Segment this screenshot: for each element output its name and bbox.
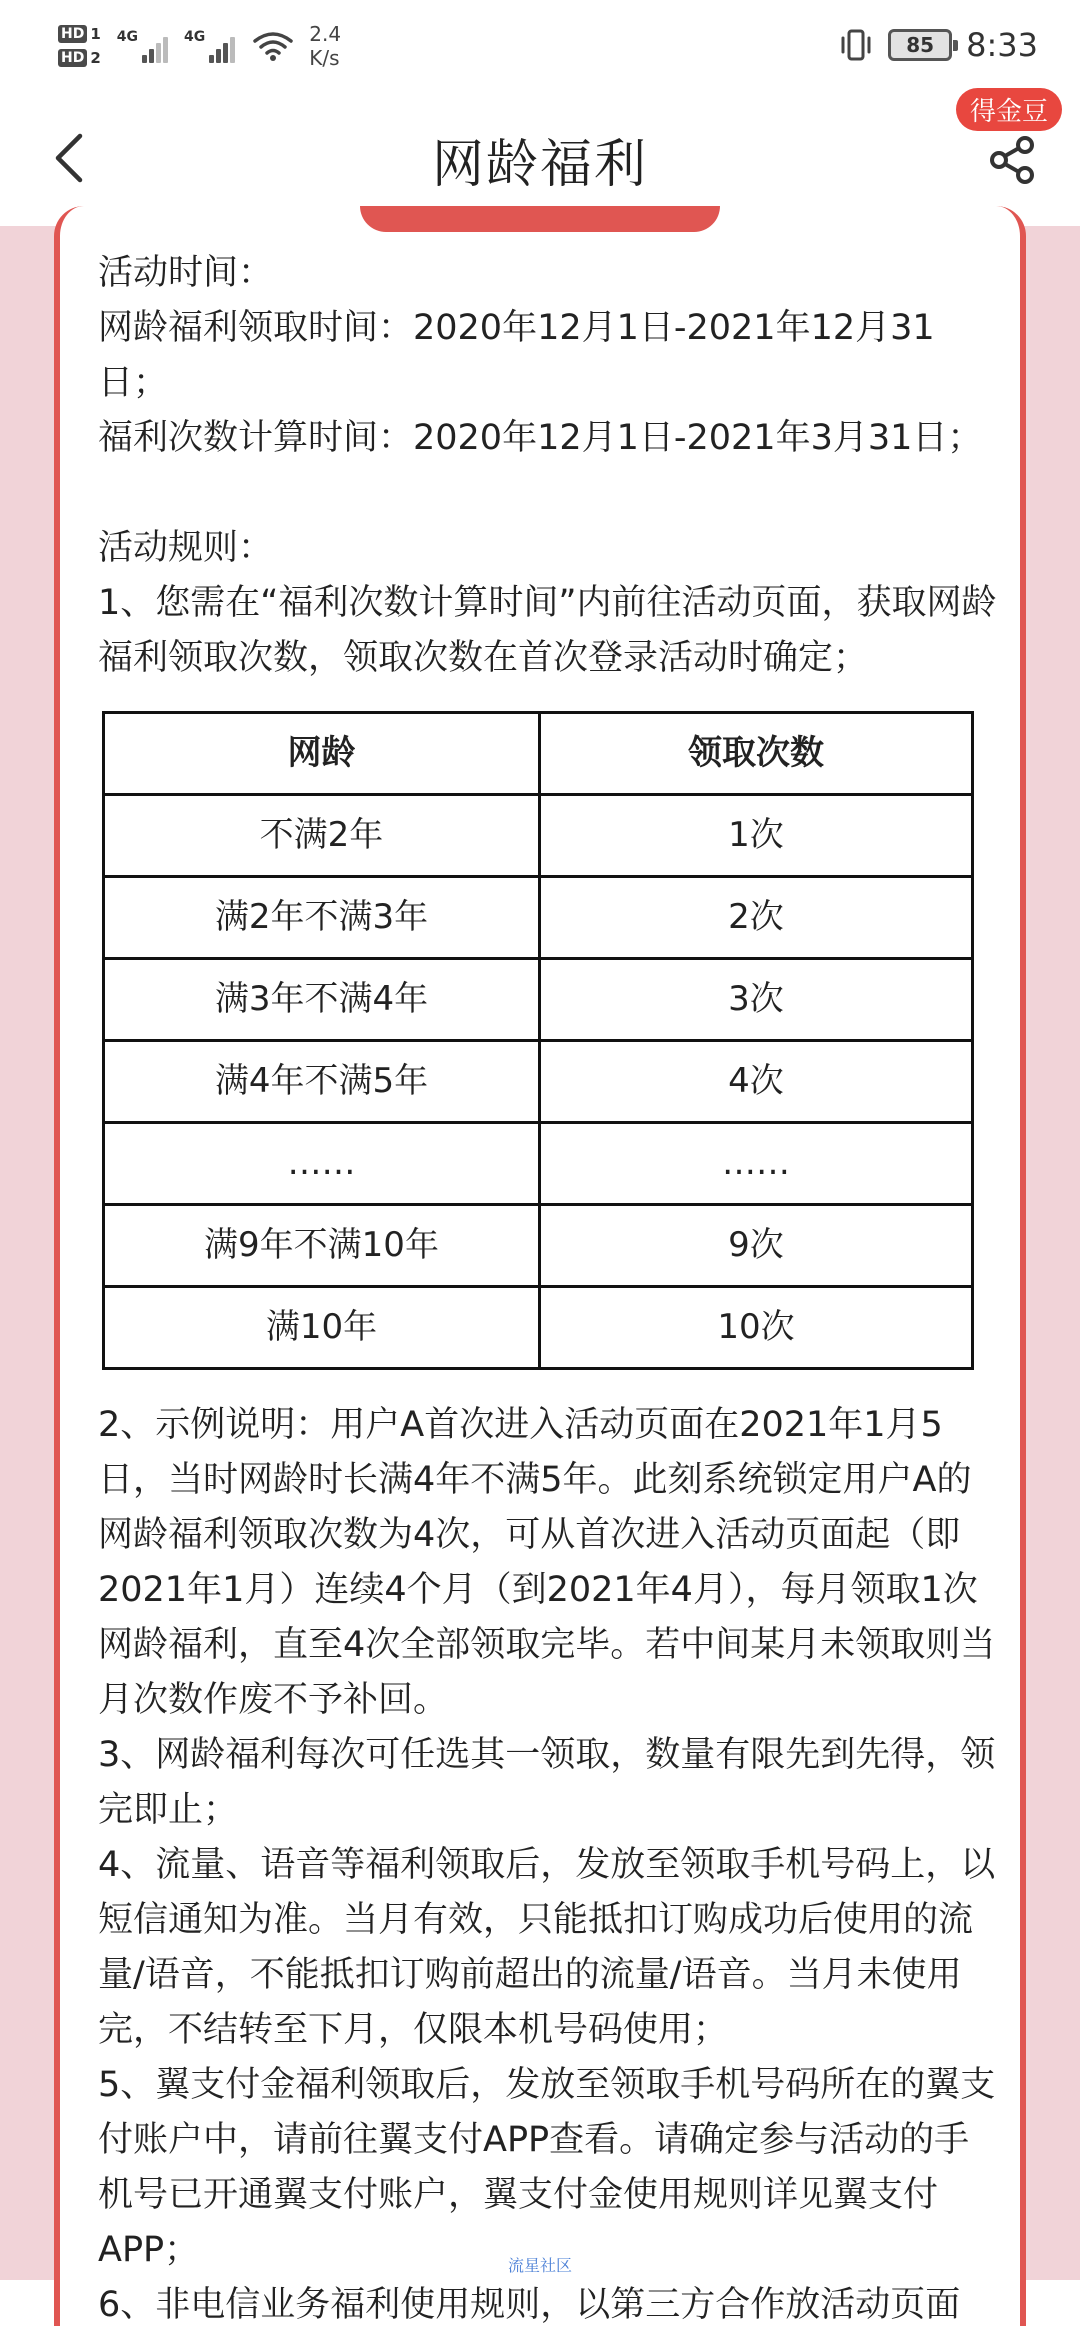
earn-coins-badge[interactable]: 得金豆: [956, 88, 1062, 131]
signal-1-icon: 4G: [117, 29, 168, 63]
share-icon: [987, 135, 1037, 185]
table-header-claim-count: 领取次数: [540, 713, 973, 795]
table-cell-claim-count: 4次: [540, 1041, 973, 1123]
rule-2-text: 2、示例说明：用户A首次进入活动页面在2021年1月5日，当时网龄时长满4年不满5年。此刻系统锁定用户A的网龄福利领取次数为4次，可从首次进入活动页面起（即2021年1月）连续4个月（到2021年4月），每月领取1次网龄福利，直至4次全部领取完毕。若中间某月未领取则当月次数作废不予补回。: [98, 1398, 998, 1728]
table-cell-claim-count: 2次: [540, 877, 973, 959]
clock: 8:33: [966, 26, 1038, 64]
wifi-icon: [253, 29, 293, 63]
hd-indicator-1: HD 1: [58, 25, 101, 43]
claim-time-text: 网龄福利领取时间：2020年12月1日-2021年12月31日；: [98, 301, 998, 411]
page-title: 网龄福利: [0, 122, 1080, 197]
table-row: [104, 1041, 973, 1123]
share-button[interactable]: [984, 132, 1040, 188]
rule-6-text: 6、非电信业务福利使用规则，以第三方合作放活动页面: [98, 2278, 998, 2333]
table-cell-network-age: 满9年不满10年: [104, 1205, 540, 1287]
table-row: [104, 1123, 973, 1205]
benefit-count-table: [102, 711, 974, 1370]
count-time-text: 福利次数计算时间：2020年12月1日-2021年3月31日；: [98, 411, 998, 466]
hd-indicators: [58, 25, 101, 67]
signal-2-icon: 4G: [184, 29, 235, 63]
spacer: [98, 466, 998, 521]
table-cell-claim-count: 3次: [540, 959, 973, 1041]
rule-4-text: 4、流量、语音等福利领取后，发放至领取手机号码上，以短信通知为准。当月有效，只能抵扣订购成功后使用的流量/语音，不能抵扣订购前超出的流量/语音。当月未使用完，不结转至下月，仅限本机号码使用；: [98, 1838, 998, 2058]
table-cell-claim-count: ……: [540, 1123, 973, 1205]
battery-indicator: 85: [888, 29, 952, 61]
table-cell-network-age: ……: [104, 1123, 540, 1205]
table-cell-network-age: 满2年不满3年: [104, 877, 540, 959]
status-bar: [0, 0, 1080, 92]
network-speed: 2.4 K/s: [309, 22, 341, 70]
table-row: [104, 1205, 973, 1287]
table-cell-claim-count: 1次: [540, 795, 973, 877]
table-header-network-age: 网龄: [104, 713, 540, 795]
table-row: [104, 1287, 973, 1369]
table-cell-claim-count: 9次: [540, 1205, 973, 1287]
hd-indicator-2: HD 2: [58, 49, 101, 67]
table-row: [104, 877, 973, 959]
activity-rules-heading: 活动规则：: [98, 521, 998, 576]
table-header-row: [104, 713, 973, 795]
card-top-tab: [360, 206, 720, 232]
watermark: 流星社区: [0, 2253, 1080, 2276]
status-bar-right: [838, 20, 1038, 70]
table-row: [104, 959, 973, 1041]
vibrate-icon: [838, 27, 874, 63]
rules-article: [98, 246, 998, 2333]
table-cell-network-age: 满10年: [104, 1287, 540, 1369]
table-cell-network-age: 满3年不满4年: [104, 959, 540, 1041]
status-bar-left: [58, 14, 341, 78]
rule-1-text: 1、您需在“福利次数计算时间”内前往活动页面，获取网龄福利领取次数，领取次数在首次登录活动时确定；: [98, 576, 998, 686]
table-row: [104, 795, 973, 877]
table-cell-network-age: 满4年不满5年: [104, 1041, 540, 1123]
activity-time-heading: 活动时间：: [98, 246, 998, 301]
rule-5-text: 5、翼支付金福利领取后，发放至领取手机号码所在的翼支付账户中，请前往翼支付APP查看。请确定参与活动的手机号已开通翼支付账户，翼支付金使用规则详见翼支付APP；: [98, 2058, 998, 2278]
table-cell-claim-count: 10次: [540, 1287, 973, 1369]
rule-3-text: 3、网龄福利每次可任选其一领取，数量有限先到先得，领完即止；: [98, 1728, 998, 1838]
table-cell-network-age: 不满2年: [104, 795, 540, 877]
